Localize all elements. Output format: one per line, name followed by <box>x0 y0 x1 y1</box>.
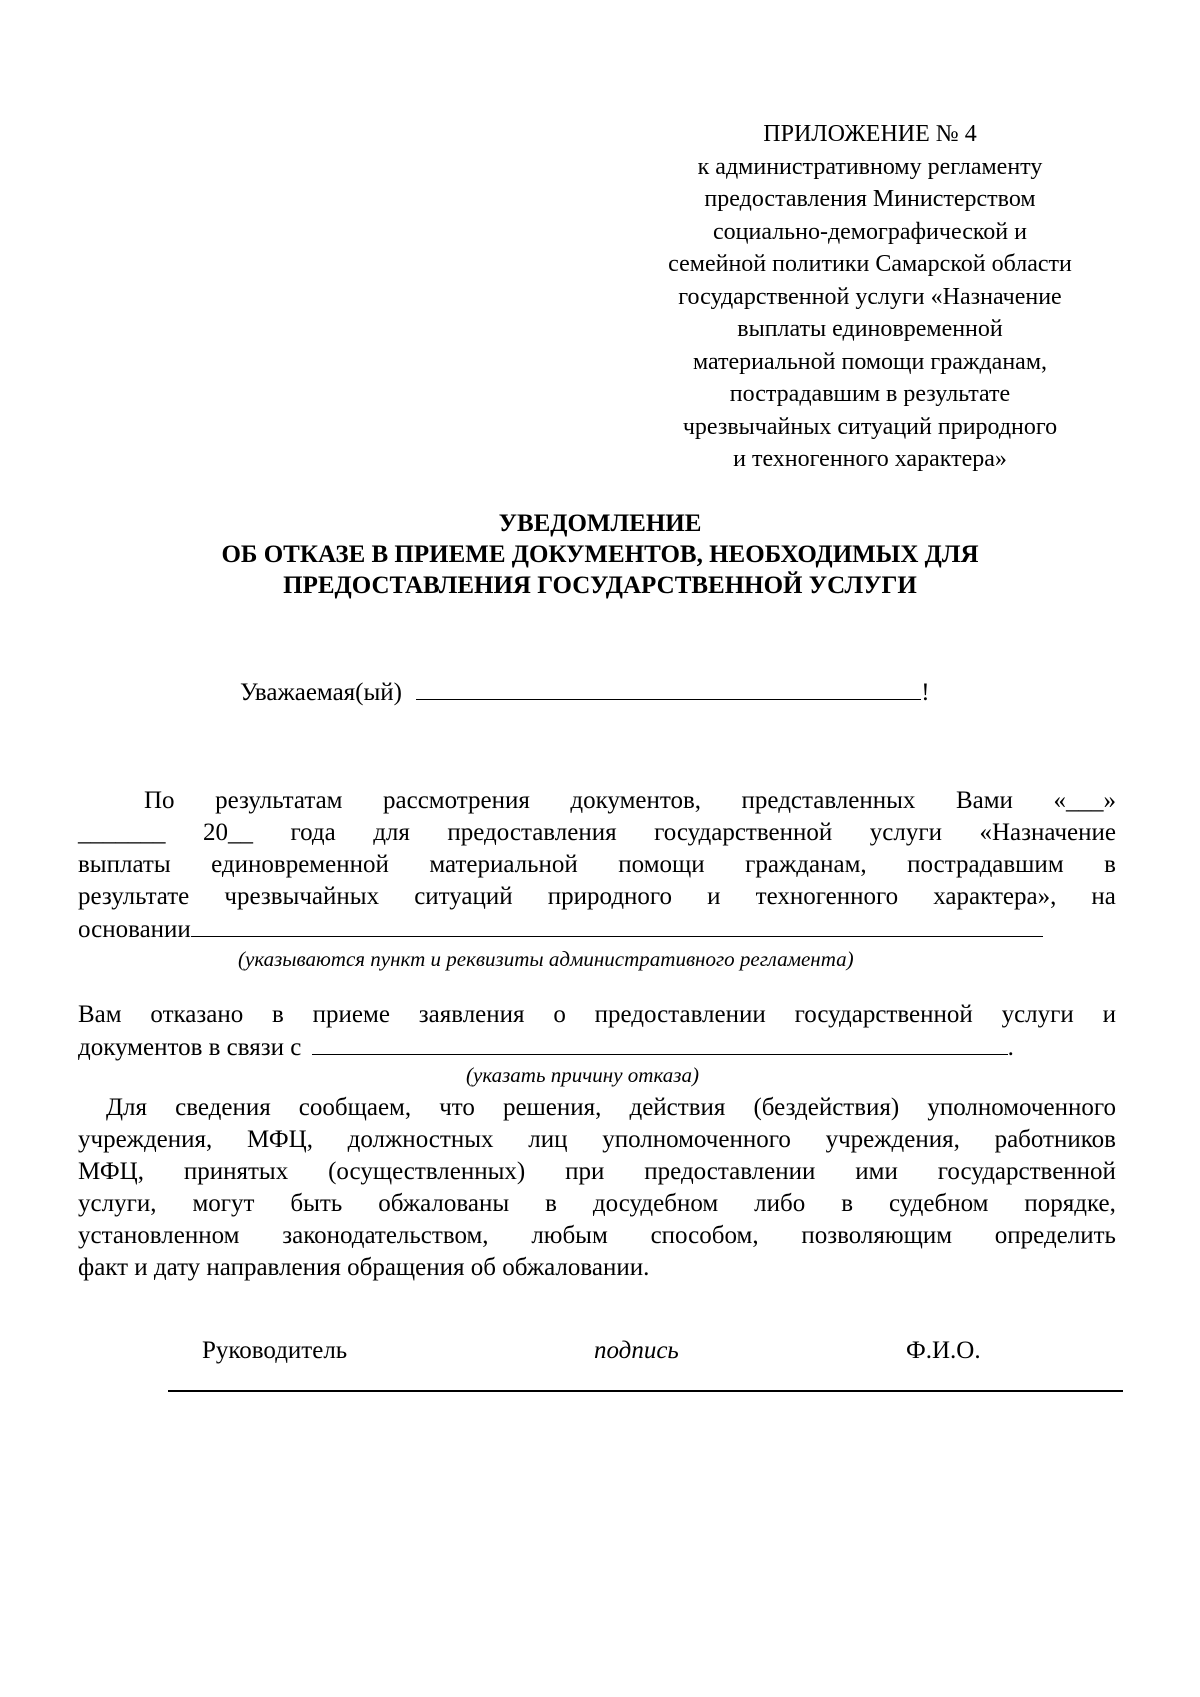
paragraph1-line5 <box>78 914 1116 945</box>
word: выплаты <box>78 851 171 878</box>
word: ситуаций <box>414 883 513 910</box>
word: действия <box>629 1094 726 1121</box>
paragraph3-line1 <box>106 1093 1116 1123</box>
paragraph3-line3 <box>78 1157 1116 1187</box>
basis-label: основании <box>78 916 191 943</box>
word: (осуществленных) <box>328 1158 526 1185</box>
word: отказано <box>150 1001 244 1028</box>
word: быть <box>290 1190 343 1217</box>
appendix-line: материальной помощи гражданам, <box>692 348 1048 375</box>
word: предоставлении <box>644 1158 816 1185</box>
word: рассмотрения <box>383 787 530 814</box>
appendix-line: к административному регламенту <box>697 153 1043 180</box>
paragraph1-line3 <box>78 850 1116 880</box>
word: что <box>439 1094 475 1121</box>
word: порядке, <box>1024 1190 1116 1217</box>
word: в <box>1104 851 1116 878</box>
word: государственной <box>794 1001 973 1028</box>
appendix-line: государственной услуги «Назначение <box>678 283 1062 310</box>
word: законодательством, <box>282 1222 489 1249</box>
word: услуги <box>1001 1001 1074 1028</box>
word: установленном <box>78 1222 240 1249</box>
reason-blank[interactable] <box>312 1032 1008 1055</box>
paragraph1-line1 <box>144 786 1116 816</box>
word: в <box>841 1190 854 1217</box>
word: могут <box>192 1190 255 1217</box>
word: любым <box>531 1222 608 1249</box>
appendix-line: чрезвычайных ситуаций природного <box>682 413 1058 440</box>
reason-label: документов в связи с <box>78 1034 302 1061</box>
word: МФЦ, <box>246 1126 313 1153</box>
paragraph2-line1 <box>78 1000 1116 1030</box>
word: о <box>553 1001 566 1028</box>
word: судебном <box>888 1190 989 1217</box>
appendix-line: семейной политики Самарской области <box>668 251 1072 277</box>
word: услуги <box>869 819 942 846</box>
word: По <box>144 787 175 814</box>
appendix-line: ПРИЛОЖЕНИЕ № 4 <box>763 121 977 147</box>
word: услуги, <box>78 1190 157 1217</box>
word: _______ <box>78 819 166 846</box>
word: учреждения, <box>78 1126 213 1153</box>
word: гражданам, <box>745 851 867 878</box>
word: Вам <box>78 1001 122 1028</box>
appendix-line: социально-демографической и <box>712 218 1027 245</box>
word: предоставлении <box>594 1001 766 1028</box>
word: представленных <box>741 787 916 814</box>
appendix-line: выплаты единовременной <box>737 316 1003 342</box>
word: в <box>545 1190 557 1217</box>
paragraph2-line2 <box>78 1032 1116 1063</box>
word: в <box>272 1001 284 1028</box>
recipient-name-blank[interactable] <box>416 677 921 700</box>
word: учреждения, <box>825 1126 960 1153</box>
salutation-suffix: ! <box>921 679 930 706</box>
word: определить <box>994 1222 1116 1249</box>
word: пострадавшим <box>907 851 1064 878</box>
word: досудебном <box>592 1190 719 1217</box>
title-line-3: ПРЕДОСТАВЛЕНИЯ ГОСУДАРСТВЕННОЙ УСЛУГИ <box>283 572 917 599</box>
word: чрезвычайных <box>224 883 380 910</box>
word: характера», <box>933 883 1057 910</box>
word: документов, <box>570 787 702 814</box>
word: сведения <box>175 1094 271 1121</box>
word: решения, <box>502 1094 602 1121</box>
word: года <box>290 819 336 846</box>
word: заявления <box>418 1001 525 1028</box>
word: для <box>373 819 410 846</box>
word: принятых <box>183 1158 289 1185</box>
word: лиц <box>528 1126 568 1153</box>
title-line-2: ОБ ОТКАЗЕ В ПРИЕМЕ ДОКУМЕНТОВ, НЕОБХОДИМЫХ ДЛЯ <box>221 541 979 568</box>
paragraph3-line5 <box>78 1221 1116 1251</box>
word: сообщаем, <box>298 1094 412 1121</box>
word: уполномоченного <box>927 1094 1116 1121</box>
reason-suffix: . <box>1007 1034 1014 1061</box>
word: при <box>565 1158 605 1185</box>
word: позволяющим <box>801 1222 953 1249</box>
word: Для <box>106 1094 148 1121</box>
word: МФЦ, <box>78 1158 144 1185</box>
signature-line <box>168 1390 1123 1392</box>
reason-hint: (указать причину отказа) <box>466 1063 699 1087</box>
basis-hint: (указываются пункт и реквизиты административного регламента) <box>238 947 854 971</box>
word: государственной <box>937 1158 1116 1185</box>
word: и <box>707 883 721 910</box>
signature-fio: Ф.И.О. <box>906 1337 981 1364</box>
word: либо <box>754 1190 806 1217</box>
signature-head: Руководитель <box>202 1337 348 1364</box>
word: предоставления <box>447 819 617 846</box>
word: Вами <box>955 787 1013 814</box>
word: «___» <box>1053 787 1116 814</box>
word: «Назначение <box>979 819 1116 846</box>
word: результатам <box>215 787 343 814</box>
word: ими <box>855 1158 898 1185</box>
appendix-block <box>620 118 1120 476</box>
paragraph1-line4 <box>78 882 1116 912</box>
word: материальной <box>429 851 578 878</box>
title-line-1: УВЕДОМЛЕНИЕ <box>498 510 702 537</box>
paragraph1-line2 <box>78 818 1116 848</box>
word: 20__ <box>202 819 253 846</box>
word: должностных <box>347 1126 494 1153</box>
paragraph3-line2 <box>78 1125 1116 1155</box>
word: помощи <box>618 851 705 878</box>
salutation <box>240 677 930 708</box>
appendix-line: и техногенного характера» <box>733 446 1007 472</box>
word: (бездействия) <box>753 1094 900 1121</box>
word: государственной <box>654 819 833 846</box>
document-title <box>0 508 1200 601</box>
appendix-line: предоставления Министерством <box>704 186 1036 212</box>
signature-sign: подпись <box>594 1337 679 1364</box>
word: единовременной <box>211 851 389 878</box>
word: на <box>1091 883 1116 910</box>
appendix-line: пострадавшим в результате <box>729 381 1011 407</box>
word: работников <box>994 1126 1116 1153</box>
word: уполномоченного <box>602 1126 791 1153</box>
word: техногенного <box>755 883 899 910</box>
word: обжалованы <box>378 1190 510 1217</box>
basis-blank[interactable] <box>191 914 1043 937</box>
salutation-prefix: Уважаемая(ый) <box>240 679 402 706</box>
paragraph3-line4 <box>78 1189 1116 1219</box>
word: природного <box>547 883 673 910</box>
word: приеме <box>312 1001 390 1028</box>
paragraph3-line6: факт и дату направления обращения об обжаловании. <box>78 1254 650 1281</box>
word: способом, <box>650 1222 759 1249</box>
word: и <box>1102 1001 1116 1028</box>
word: результате <box>78 883 190 910</box>
